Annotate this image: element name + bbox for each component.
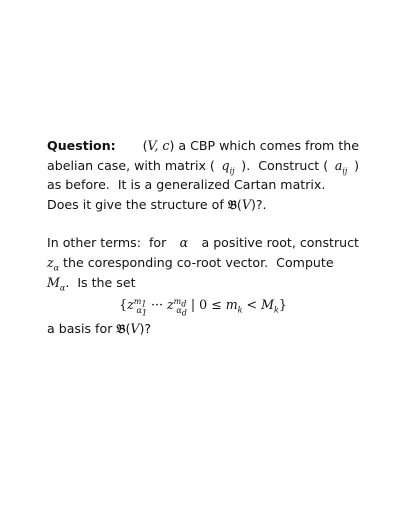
question-line-1 [47,136,359,156]
followup-line-4: a basis for 𝔅(V)? [47,320,152,336]
followup-paragraph [47,233,359,338]
question-line-3: as before. It is a generalized Cartan matrix. [47,177,326,193]
followup-line-3: $M_\alpha$. Is the set [47,274,136,293]
question-line-1-text: (V, c) a CBP which comes from the [142,138,359,153]
question-line-2: abelian case, with matrix ( $q_{ij}$ ). Construct ( $a_{ij}$ ) [47,157,359,176]
followup-line-2: $z_\alpha$ the coresponding co-root vector. Compute [47,254,334,273]
basis-set-formula: {$z^{m_1}_{\alpha_1}$ ··· $z^{m_d}_{\alpha_d}$ | $0 \le m_k < M_k$} [119,296,287,318]
followup-line-1: In other terms: for α a positive root, construct [47,235,359,251]
question-label: Question: [47,138,116,153]
question-line-4: Does it give the structure of 𝔅(V)?. [47,196,267,212]
slide-content [47,136,359,338]
question-paragraph [47,136,359,214]
